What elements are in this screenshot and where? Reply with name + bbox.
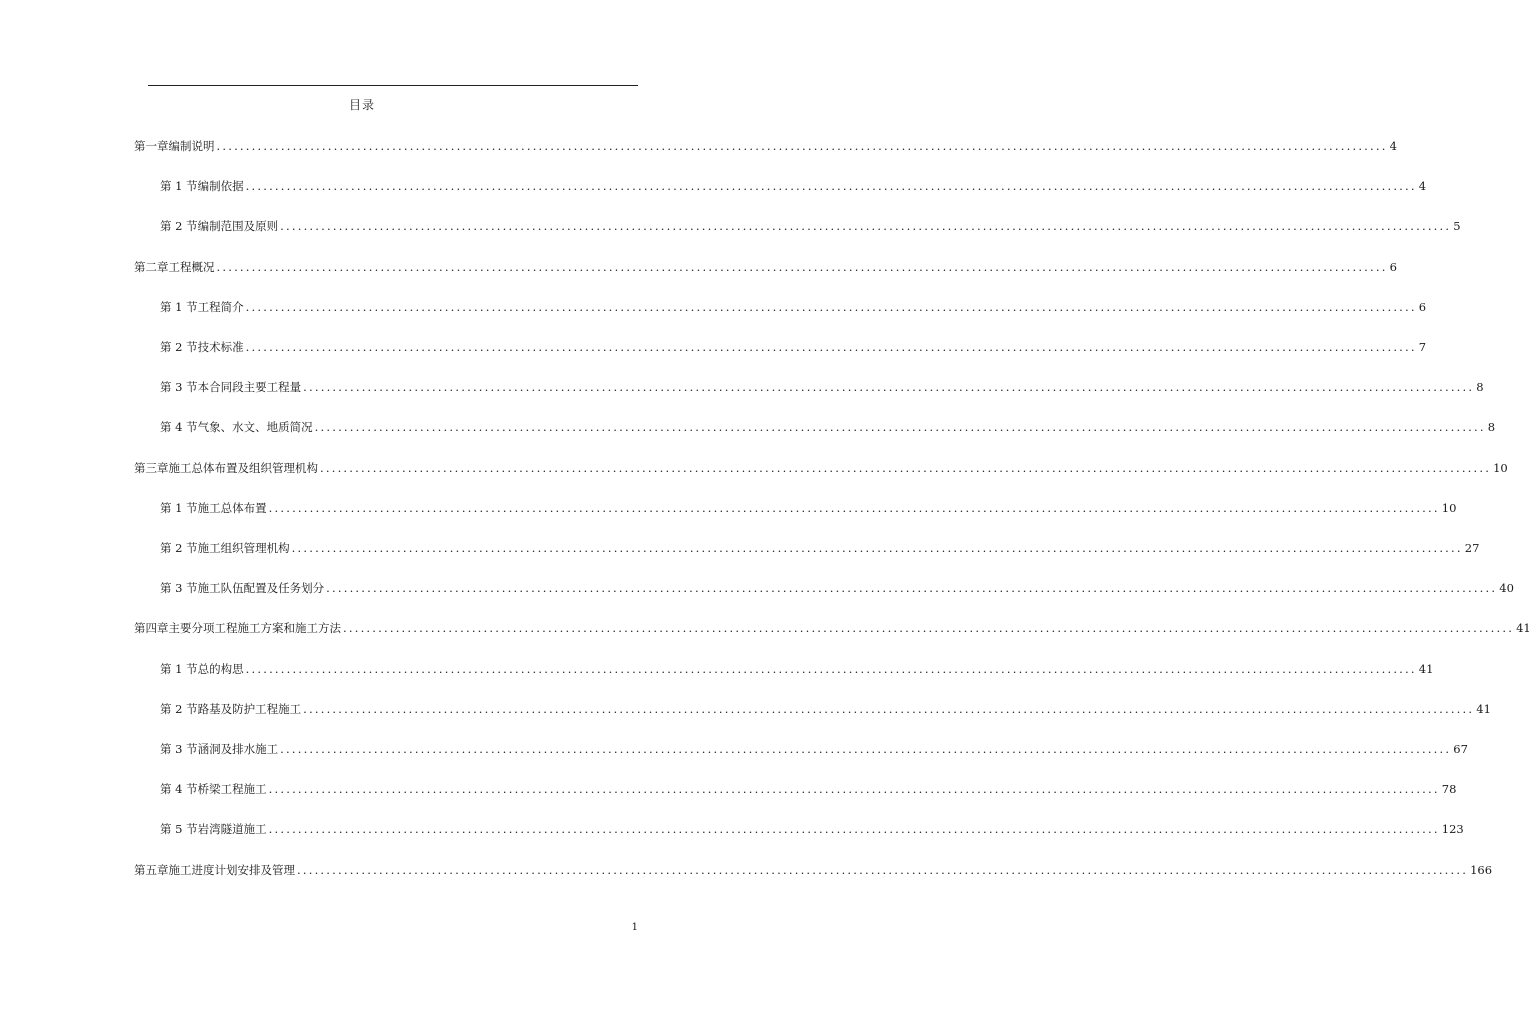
toc-leader-dots: ........................................................................................................................................................................................................ [216, 139, 1388, 153]
toc-entry-page: 6 [1389, 260, 1397, 274]
toc-leader-dots: ........................................................................................................................................................................................................ [268, 501, 1440, 515]
toc-entry-page: 6 [1418, 300, 1427, 314]
toc-section-entry[interactable] [160, 821, 1464, 837]
toc-entry-title: 岩湾隧道施工 [197, 822, 267, 836]
toc-entry-page: 67 [1453, 742, 1468, 756]
toc-entry-number: 第三章 [134, 461, 169, 475]
toc-entry-number: 第 3 节 [160, 380, 198, 394]
toc-entry-page: 4 [1418, 179, 1427, 193]
toc-entry-number: 第 1 节 [160, 300, 198, 314]
toc-entry-page: 8 [1476, 380, 1484, 394]
toc-entry-number: 第 2 节 [160, 702, 198, 716]
toc-leader-dots: ........................................................................................................................................................................................................ [216, 260, 1388, 274]
toc-leader-dots: ........................................................................................................................................................................................................ [326, 581, 1498, 595]
toc-entry-page: 4 [1389, 139, 1397, 153]
toc-leader-dots: ........................................................................................................................................................................................................ [291, 541, 1463, 555]
toc-entry-title: 编制范围及原则 [197, 219, 279, 233]
toc-entry-page: 5 [1453, 219, 1461, 233]
toc-leader-dots: ........................................................................................................................................................................................................ [280, 219, 1452, 233]
toc-entry-title: 编制依据 [197, 179, 244, 193]
toc-entry-title: 施工组织管理机构 [197, 541, 290, 555]
toc-entry-number: 第 1 节 [160, 179, 198, 193]
toc-entry-page: 40 [1499, 581, 1514, 595]
toc-leader-dots: ........................................................................................................................................................................................................ [245, 662, 1417, 676]
toc-entry-title: 编制说明 [168, 139, 215, 153]
toc-leader-dots: ........................................................................................................................................................................................................ [343, 621, 1515, 635]
toc-entry-title: 桥梁工程施工 [197, 782, 267, 796]
toc-leader-dots: ........................................................................................................................................................................................................ [280, 742, 1452, 756]
toc-entry-page: 41 [1418, 662, 1434, 676]
toc-leader-dots: ........................................................................................................................................................................................................ [320, 461, 1492, 475]
toc-entry-page: 123 [1441, 822, 1464, 836]
toc-entry-title: 本合同段主要工程量 [197, 380, 302, 394]
toc-section-entry[interactable] [160, 701, 1491, 717]
toc-chapter-entry[interactable] [134, 138, 1397, 154]
page-number: 1 [631, 922, 638, 933]
toc-entry-title: 施工队伍配置及任务划分 [197, 581, 325, 595]
toc-section-entry[interactable] [160, 379, 1484, 395]
toc-entry-number: 第二章 [134, 260, 169, 274]
toc-entry-title: 工程简介 [197, 300, 244, 314]
toc-entry-number: 第 4 节 [160, 782, 198, 796]
toc-leader-dots: ........................................................................................................................................................................................................ [314, 420, 1486, 434]
toc-section-entry[interactable] [160, 500, 1457, 516]
toc-leader-dots: ........................................................................................................................................................................................................ [268, 782, 1440, 796]
toc-section-entry[interactable] [160, 540, 1480, 556]
toc-section-entry[interactable] [160, 299, 1427, 315]
toc-section-entry[interactable] [160, 339, 1427, 355]
toc-entry-number: 第 2 节 [160, 219, 198, 233]
toc-entry-title: 路基及防护工程施工 [197, 702, 302, 716]
toc-entry-page: 78 [1441, 782, 1457, 796]
toc-entry-title: 工程概况 [168, 260, 215, 274]
toc-entry-title: 总的构思 [197, 662, 244, 676]
toc-entry-page: 27 [1464, 541, 1480, 555]
toc-chapter-entry[interactable] [134, 862, 1493, 878]
toc-entry-title: 技术标准 [197, 340, 244, 354]
toc-entry-page: 41 [1476, 702, 1491, 716]
toc-leader-dots: ........................................................................................................................................................................................................ [245, 340, 1417, 354]
toc-entry-number: 第 3 节 [160, 742, 198, 756]
toc-entry-number: 第 1 节 [160, 662, 198, 676]
toc-entry-page: 41 [1516, 621, 1531, 635]
toc-leader-dots: ........................................................................................................................................................................................................ [245, 179, 1417, 193]
toc-entry-number: 第 2 节 [160, 541, 198, 555]
toc-chapter-entry[interactable] [134, 460, 1508, 476]
toc-entry-title: 气象、水文、地质简况 [197, 420, 313, 434]
toc-leader-dots: ........................................................................................................................................................................................................ [245, 300, 1417, 314]
toc-entry-number: 第 3 节 [160, 581, 198, 595]
toc-section-entry[interactable] [160, 178, 1427, 194]
toc-entry-number: 第 5 节 [160, 822, 198, 836]
toc-entry-title: 主要分项工程施工方案和施工方法 [168, 621, 341, 635]
toc-chapter-entry[interactable] [134, 620, 1531, 636]
toc-section-entry[interactable] [160, 419, 1496, 435]
header-rule [148, 85, 638, 86]
toc-entry-page: 166 [1470, 863, 1493, 877]
toc-leader-dots: ........................................................................................................................................................................................................ [268, 822, 1440, 836]
toc-entry-number: 第 2 节 [160, 340, 198, 354]
toc-section-entry[interactable] [160, 781, 1457, 797]
toc-entry-title: 施工总体布置 [197, 501, 267, 515]
toc-entry-number: 第五章 [134, 863, 169, 877]
toc-title: 目录 [348, 98, 375, 112]
toc-entry-page: 8 [1487, 420, 1496, 434]
toc-section-entry[interactable] [160, 218, 1461, 234]
toc-entry-number: 第一章 [134, 139, 169, 153]
toc-section-entry[interactable] [160, 580, 1514, 596]
toc-entry-page: 10 [1441, 501, 1457, 515]
toc-entry-number: 第 4 节 [160, 420, 198, 434]
toc-section-entry[interactable] [160, 661, 1434, 677]
toc-entry-page: 7 [1418, 340, 1427, 354]
toc-entry-title: 施工总体布置及组织管理机构 [168, 461, 318, 475]
toc-entry-page: 10 [1493, 461, 1508, 475]
toc-leader-dots: ........................................................................................................................................................................................................ [297, 863, 1469, 877]
toc-leader-dots: ........................................................................................................................................................................................................ [303, 702, 1475, 716]
toc-section-entry[interactable] [160, 741, 1468, 757]
toc-entry-title: 涵洞及排水施工 [197, 742, 279, 756]
toc-entry-number: 第四章 [134, 621, 169, 635]
toc-chapter-entry[interactable] [134, 259, 1397, 275]
toc-leader-dots: ........................................................................................................................................................................................................ [303, 380, 1475, 394]
toc-entry-number: 第 1 节 [160, 501, 198, 515]
toc-entry-title: 施工进度计划安排及管理 [168, 863, 295, 877]
